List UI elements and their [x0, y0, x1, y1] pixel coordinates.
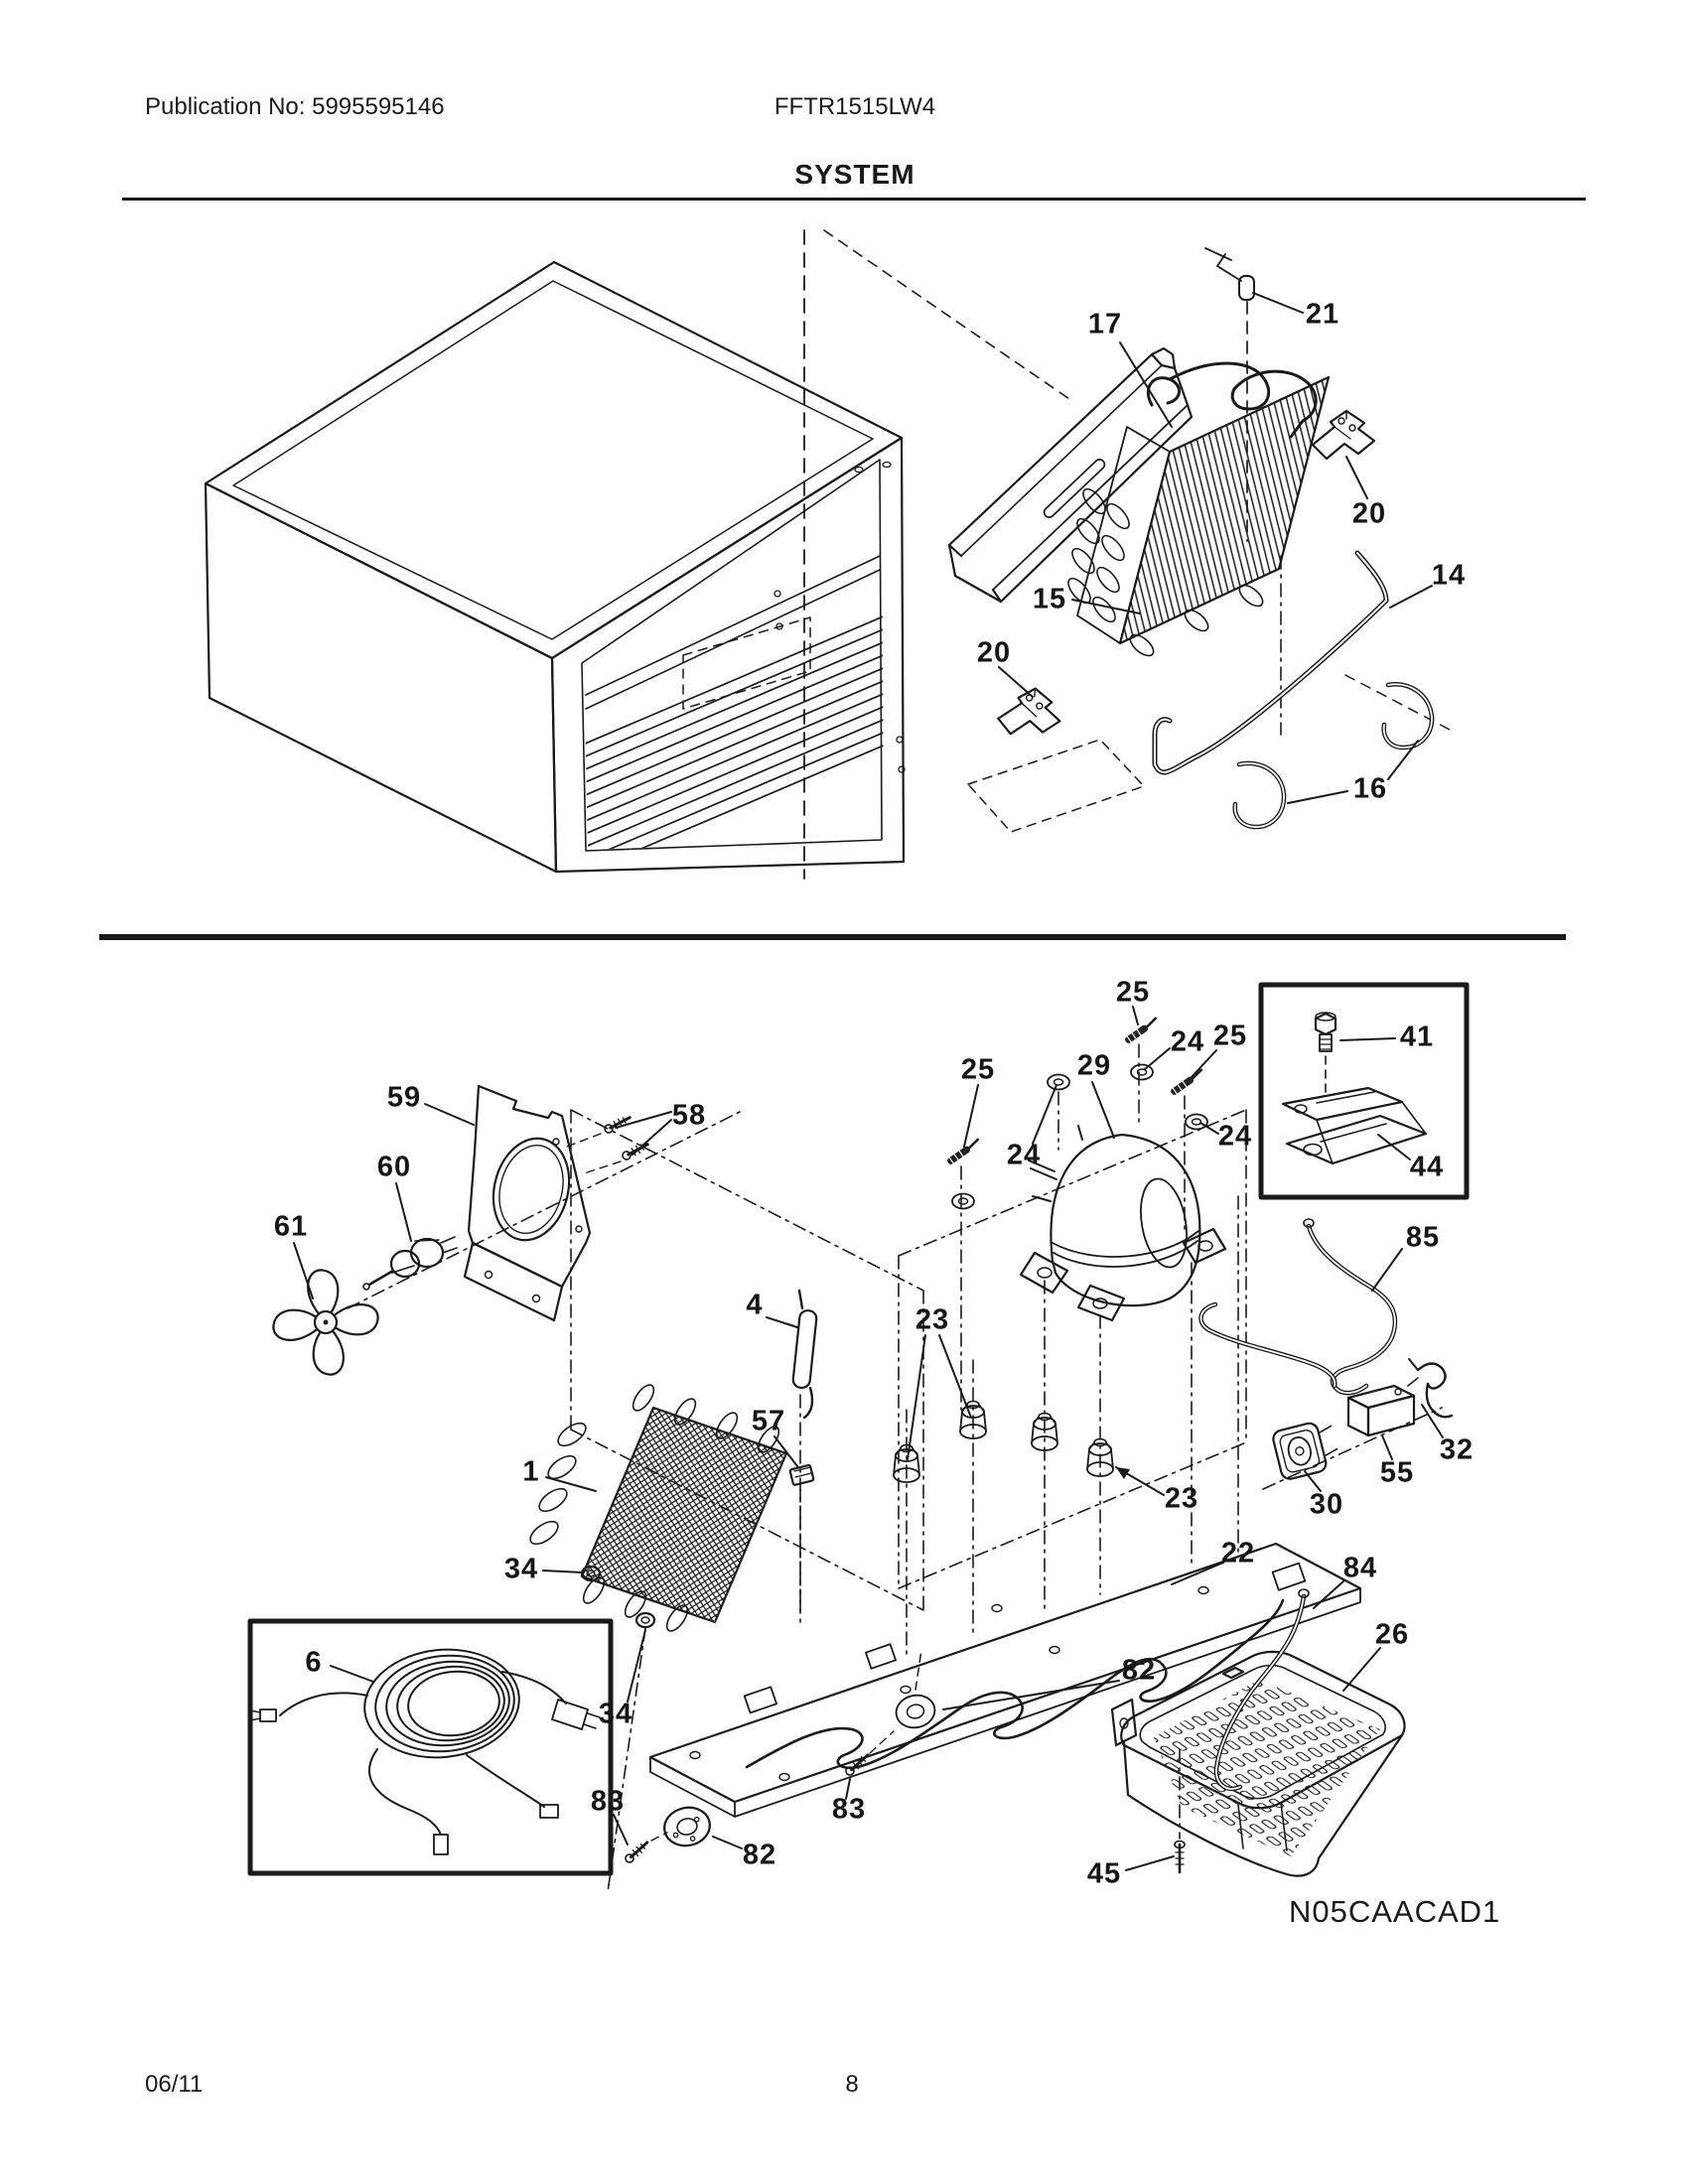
footer-date: 06/11 [145, 2071, 204, 2098]
callout-22-30: 22 [1220, 1537, 1256, 1570]
screw-45 [1175, 1842, 1185, 1873]
tube-clips-16 [1235, 684, 1432, 827]
callout-20-5: 20 [976, 636, 1012, 669]
callout-34-34: 34 [598, 1698, 633, 1730]
callout-24-16: 24 [1006, 1139, 1042, 1171]
wire-hook-32 [1409, 1359, 1452, 1417]
callout-83-35: 83 [590, 1785, 626, 1818]
callout-34-25: 34 [503, 1553, 539, 1585]
clip-57 [789, 1465, 813, 1486]
callout-23-29: 23 [1164, 1482, 1199, 1515]
callout-58-8: 58 [671, 1099, 707, 1132]
callout-60-9: 60 [376, 1151, 412, 1183]
callout-25-13: 25 [1212, 1020, 1248, 1052]
callout-44-19: 44 [1409, 1151, 1445, 1183]
callout-15-4: 15 [1032, 583, 1067, 615]
callout-41-18: 41 [1399, 1021, 1435, 1053]
plug-cover-30 [1271, 1419, 1340, 1481]
evaporator-15 [1064, 363, 1329, 735]
drier-4 [792, 1291, 817, 1418]
callout-55-27: 55 [1379, 1456, 1415, 1489]
compressor-29 [1021, 1126, 1225, 1320]
callout-14-3: 14 [1431, 559, 1467, 592]
callout-16-6: 16 [1352, 772, 1388, 805]
discharge-tube-85 [1200, 1219, 1395, 1393]
callout-83-37: 83 [831, 1793, 867, 1826]
fan-blade-61 [271, 1112, 740, 1377]
bracket-20-left [968, 685, 1144, 832]
grommet-82-left [661, 1804, 714, 1850]
page-title: SYSTEM [794, 159, 915, 190]
condenser-1 [526, 1382, 786, 1635]
relay-starter-55 [1348, 1378, 1418, 1435]
callout-23-22: 23 [914, 1303, 950, 1336]
callout-82-36: 82 [742, 1839, 777, 1871]
bracket-20-right [1313, 411, 1374, 459]
callout-84-31: 84 [1342, 1552, 1378, 1584]
callout-24-12: 24 [1170, 1025, 1205, 1058]
callout-6-39: 6 [305, 1646, 323, 1679]
callout-20-2: 20 [1351, 497, 1387, 530]
callout-29-14: 29 [1076, 1049, 1112, 1082]
cabinet [206, 230, 1072, 893]
bolt-41 [1316, 1013, 1336, 1096]
callout-25-11: 25 [1115, 976, 1151, 1009]
bracket-44 [1283, 1088, 1426, 1163]
model-number: FFTR1515LW4 [774, 93, 936, 120]
callout-61-10: 61 [273, 1210, 309, 1243]
footer-page-number: 8 [845, 2071, 859, 2098]
fan-motor-60 [363, 1237, 457, 1290]
publication-number: Publication No: 5995595146 [145, 93, 445, 120]
callout-26-32: 26 [1374, 1618, 1410, 1651]
callout-17-0: 17 [1087, 308, 1123, 341]
callout-45-38: 45 [1086, 1857, 1122, 1890]
callout-85-20: 85 [1405, 1221, 1441, 1254]
callout-30-28: 30 [1309, 1488, 1344, 1521]
callout-21-1: 21 [1305, 298, 1340, 331]
callout-59-7: 59 [386, 1081, 422, 1114]
compressor-mounts-23 [894, 1402, 1113, 1483]
harness-6 [250, 1642, 600, 1854]
callout-1-24: 1 [522, 1455, 540, 1488]
callout-25-15: 25 [960, 1053, 996, 1086]
diagram-code: N05CAACAD1 [1289, 1894, 1501, 1929]
callout-82-33: 82 [1121, 1654, 1157, 1687]
callout-24-17: 24 [1217, 1120, 1253, 1153]
callout-32-26: 32 [1439, 1433, 1475, 1466]
callout-57-23: 57 [751, 1405, 786, 1437]
callout-4-21: 4 [746, 1289, 764, 1321]
